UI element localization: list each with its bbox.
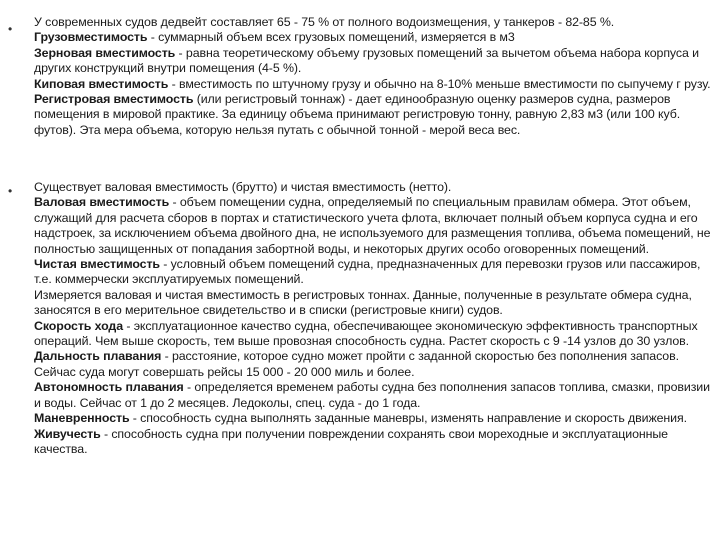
text-bale-capacity: - вместимость по штучному грузу и обычно на 8-10% меньше вместимости по сыпучему г рузу.	[168, 76, 711, 91]
term-maneuverability: Маневренность	[34, 411, 130, 426]
text-range: - расстояние, которое судно может пройти с заданной скоростью без пополнения запасов. Сейчас суда могут совершать рейсы 15 000 - 20 000 миль и более.	[34, 349, 679, 379]
text-net-tonnage: - условный объем помещений судна, предназначенных для перевозки грузов или пассажиров, т.е. коммерчески эксплуатируемых помещений.	[34, 257, 701, 287]
measurement-note: Измеряется валовая и чистая вместимость в регистровых тоннах. Данные, полученные в результате обмера судна, заносятся в его мерительное свидетельство и в списки (регистровые книги) судов.	[34, 287, 692, 318]
text-maneuverability: - способность судна выполнять заданные маневры, изменять направление и скорость движения.	[129, 411, 687, 426]
term-gross-capacity: Грузовместимость	[34, 30, 148, 45]
term-gross-tonnage: Валовая вместимость	[34, 195, 170, 210]
text-grain-capacity: - равна теоретическому объему грузовых помещений за вычетом объема набора корпуса и других конструкций внутри помещения (4-5 %).	[34, 45, 699, 76]
intro-deadweight: У современных судов дедвейт составляет 65 - 75 % от полного водоизмещения, у танкеров - 82-85 %.	[34, 15, 615, 29]
paragraph-tonnage	[34, 180, 716, 457]
term-register-capacity: Регистровая вместимость	[34, 92, 194, 107]
def-maneuverability	[34, 411, 716, 426]
def-autonomy	[34, 380, 716, 411]
text-gross-capacity: - суммарный объем всех грузовых помещений, измеряется в м3	[147, 30, 515, 45]
bullet-marker: •	[8, 184, 13, 198]
def-bale-capacity	[34, 77, 716, 92]
def-grain-capacity	[34, 46, 716, 77]
paragraph-deadweight-capacity	[34, 15, 716, 138]
term-net-tonnage: Чистая вместимость	[34, 257, 160, 272]
def-speed	[34, 319, 716, 350]
def-gross-tonnage	[34, 195, 716, 257]
term-survivability: Живучесть	[34, 426, 101, 441]
term-grain-capacity: Зерновая вместимость	[34, 45, 176, 60]
text-register-capacity: (или регистровый тоннаж) - дает единообразную оценку размеров судна, размеров помещения в мировой практике. За единицу объема принимают регистровую тонну, равную 2,83 м3 (или 100 куб. футов). Эта мера объема, которую нельзя путать с обычной тонной - мерой веса вес.	[34, 92, 681, 137]
text-gross-tonnage: - объем помещении судна, определяемый по специальным правилам обмера. Этот объем, служащий для расчета сборов в портах и статистического учета флота, включает полный объем корпуса судна и его надстроек, за исключением объема двойного дна, не используемого для размещения топлива, объема помещений, не полностью защищенных от попадания забортной воды, и некоторых других особо оговоренных помещений.	[34, 195, 711, 256]
text-survivability: - способность судна при получении повреждении сохранять свои мореходные и эксплуатационные качества.	[34, 426, 668, 456]
text-autonomy: - определяется временем работы судна без пополнения запасов топлива, смазки, провизии и воды. Сейчас от 1 до 2 месяцев. Ледоколы, спец. суда - до 1 года.	[34, 380, 710, 410]
term-autonomy: Автономность плавания	[34, 380, 184, 395]
term-range: Дальность плавания	[34, 349, 162, 364]
bullet-marker: •	[8, 22, 13, 36]
def-gross-capacity	[34, 30, 716, 45]
def-range	[34, 349, 716, 380]
text-speed: - эксплуатационное качество судна, обеспечивающее экономическую эффективность транспортных операций. Чем выше скорость, тем выше провозная способность судна. Растет скорость с 9 -14 узлов до 30 узлов.	[34, 318, 698, 349]
term-speed: Скорость хода	[34, 318, 123, 333]
intro-tonnage: Существует валовая вместимость (брутто) и чистая вместимость (нетто).	[34, 180, 452, 194]
def-survivability	[34, 427, 716, 458]
def-register-capacity	[34, 92, 716, 138]
def-net-tonnage	[34, 257, 716, 288]
term-bale-capacity: Киповая вместимость	[34, 76, 169, 91]
